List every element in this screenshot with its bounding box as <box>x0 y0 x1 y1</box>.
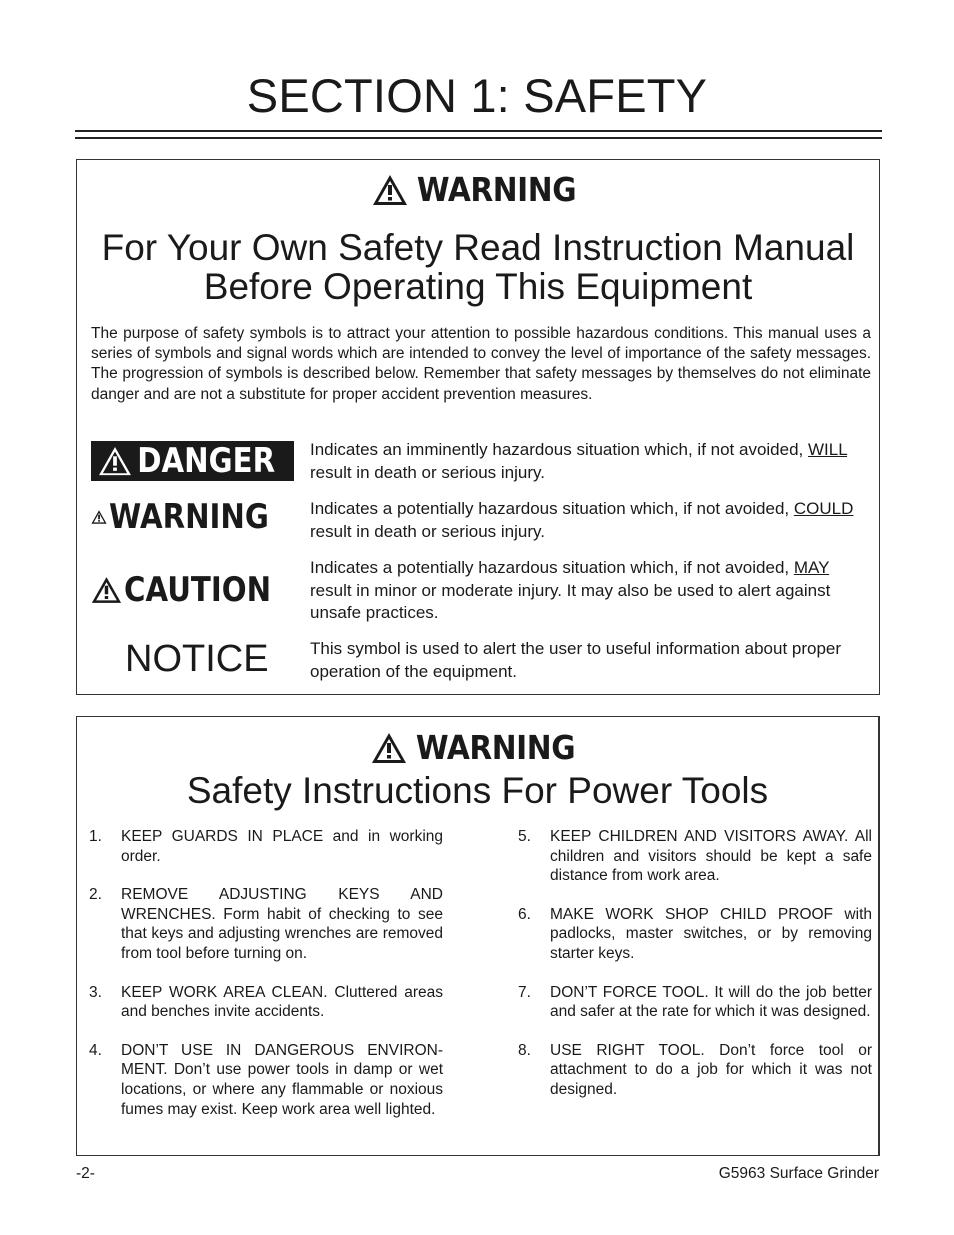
list-item <box>89 1041 443 1119</box>
caution-description <box>310 557 870 625</box>
caution-label: CAUTION <box>123 570 272 610</box>
title-rule <box>75 130 882 132</box>
warning-symbol-label: WARNING <box>109 497 269 537</box>
warning-symbol-triangle-icon <box>91 501 107 533</box>
danger-symbol <box>91 441 295 481</box>
item-number: 3. <box>89 983 102 1001</box>
warning-desc-text: Indicates a potentially hazardous situation which, if not avoided, <box>310 499 794 518</box>
list-item <box>518 1041 872 1100</box>
warning-label-2: WARNING <box>415 728 576 767</box>
item-text: KEEP WORK AREA CLEAN. Cluttered areas and benches invite accidents. <box>121 983 443 1021</box>
danger-desc-text: Indicates an imminently hazardous situation which, if not avoided, <box>310 440 808 459</box>
safety-symbols-box <box>76 159 880 695</box>
item-number: 7. <box>518 983 531 1001</box>
danger-desc-end: result in death or serious injury. <box>310 462 545 482</box>
box2-heading: Safety Instructions For Power Tools <box>186 770 769 811</box>
caution-triangle-icon <box>91 574 122 606</box>
power-tools-safety-box <box>76 716 880 1156</box>
list-item <box>89 983 443 1022</box>
warning-header <box>77 170 879 209</box>
warning-keyword: COULD <box>793 499 854 518</box>
list-item <box>518 827 872 886</box>
danger-badge <box>91 441 294 481</box>
warning-triangle-icon <box>372 174 408 206</box>
caution-desc-end: result in minor or moderate injury. It may also be used to alert against unsafe practices. <box>310 580 831 622</box>
box1-heading-line1: For Your Own Safety Read Instruction Manual <box>101 227 855 268</box>
caution-keyword: MAY <box>793 558 830 577</box>
instructions-right-column <box>518 827 872 1100</box>
danger-triangle-icon <box>98 446 132 476</box>
danger-description <box>310 439 870 484</box>
item-text: KEEP GUARDS IN PLACE and in working order. <box>121 828 443 865</box>
intro-paragraph: The purpose of safety symbols is to attract your attention to possible hazardous conditions. This manual uses a series of symbols and signal words which are intended to convey the level of importance of the safety messages. The progression of symbols is described below. Remember that safety messages by themselves do not eliminate danger and are not a substitute for proper accident prevention measures. <box>91 325 871 403</box>
item-text: KEEP CHILDREN AND VISITORS AWAY. All children and visitors should be kept a safe distance from work area. <box>550 828 872 885</box>
item-number: 2. <box>89 886 102 904</box>
item-number: 5. <box>518 828 531 845</box>
warning-desc-end: result in death or serious injury. <box>310 521 545 541</box>
notice-description: This symbol is used to alert the user to useful information about proper operation of the equipment. <box>310 639 842 681</box>
list-item <box>518 905 872 964</box>
page-title: SECTION 1: SAFETY <box>246 69 708 122</box>
item-text: REMOVE ADJUSTING KEYS AND WRENCHES. Form habit of checking to see that keys and adjusting wrenches are removed from tool before turning on. <box>121 886 443 962</box>
item-text: DON’T FORCE TOOL. It will do the job better and safer at the rate for which it was designed. <box>550 983 872 1021</box>
caution-symbol <box>91 570 295 610</box>
warning-label: WARNING <box>416 170 576 209</box>
item-text: DON’T USE IN DANGEROUS ENVIRON-MENT. Don’t use power tools in damp or wet locations, or where any flammable or noxious fumes may exist. Keep work area well lighted. <box>121 1041 443 1118</box>
warning-description <box>310 498 870 543</box>
title-rule-lower <box>75 137 882 139</box>
warning-symbol <box>91 497 295 537</box>
page-number: -2- <box>76 1165 95 1182</box>
item-text: MAKE WORK SHOP CHILD PROOF with padlocks, master switches, or by removing starter keys. <box>550 905 872 962</box>
danger-keyword: WILL <box>808 440 848 459</box>
warning-header-2 <box>77 728 878 767</box>
danger-label: DANGER <box>137 441 276 481</box>
list-item <box>89 885 443 963</box>
notice-label: NOTICE <box>125 638 269 680</box>
item-text: USE RIGHT TOOL. Don’t force tool or attachment to do a job for which it was not designed. <box>550 1041 872 1098</box>
box1-heading-line2: Before Operating This Equipment <box>203 266 753 307</box>
item-number: 6. <box>518 905 531 923</box>
list-item <box>89 827 443 866</box>
manual-title-footer: G5963 Surface Grinder <box>718 1165 879 1182</box>
item-number: 8. <box>518 1041 531 1059</box>
instructions-left-column <box>89 827 443 1119</box>
warning-triangle-icon-2 <box>371 732 407 764</box>
caution-desc-text: Indicates a potentially hazardous situation which, if not avoided, <box>310 558 794 577</box>
item-number: 4. <box>89 1041 102 1059</box>
item-number: 1. <box>89 828 102 845</box>
list-item <box>518 983 872 1022</box>
